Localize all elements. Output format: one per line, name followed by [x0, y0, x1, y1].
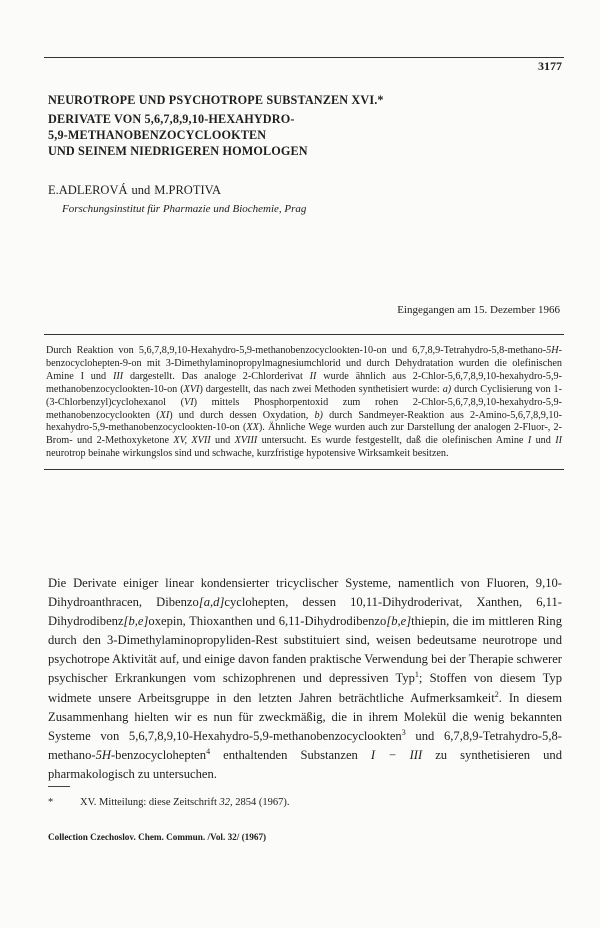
introduction-paragraph: Die Derivate einiger linear kondensierter tricyclischer Systeme, namentlich von Fluoren, 9,10-Dihydroanthracen, Dibenzo[a,d]cyclohepten, dessen 10,11-Dihydroderivat, Xanthen, 6,11-Dihydrodibenz[b,e]oxepin, Thioxanthen und 6,11-Dihydrodibenzo[b,e]thiepin, die im mittleren Ring durch den 3-Dimethylaminopropyliden-Rest substituiert sind, weisen bedeutsame neurotrope und psychotrope Aktivität auf, und einige davon fanden praktische Verwendung bei der Therapie schwerer psychischer Erkrankungen vom schizophrenen und depressiven Typ$^1$; Stoffen von diesem Typ widmete unsere Arbeitsgruppe in den letzten Jahren beträchtliche Aufmerksamkeit$^2$. In diesem Zusammenhang hielten wir es nun für zweckmäßig, die in ihrem Molekül die wenig bekannten Systeme von 5,6,7,8,9,10-Hexahydro-5,9-methanobenzocyclookten$^3$ und 6,7,8,9-Tetrahydro-5,8-methano-5H-benzocyclohepten$^4$ enthaltenden Substanzen I − III zu synthetisieren und pharmakologisch zu untersuchen. [48, 576, 563, 781]
citation-4: 4 [206, 746, 211, 756]
title-line-2: 5,9-METHANOBENZOCYCLOOKTEN [48, 128, 267, 142]
journal-reference: Collection Czechoslov. Chem. Commun. /Vol. 32/ (1967) [48, 832, 267, 842]
series-title: NEUROTROPE UND PSYCHOTROPE SUBSTANZEN XVI.* [48, 93, 384, 107]
citation-3: 3 [401, 727, 406, 737]
header-rule [44, 57, 564, 58]
authors [48, 183, 221, 198]
title-line-3: UND SEINEM NIEDRIGEREN HOMOLOGEN [48, 144, 308, 158]
footnote-mark: * [48, 797, 54, 808]
author-1: E.ADLEROVÁ [48, 183, 128, 197]
abstract-text: Durch Reaktion von 5,6,7,8,9,10-Hexahydro-5,9-methanobenzocyclookten-10-on und 6,7,8,9-Tetrahydro-5,8-methano-5H-benzocyclohepten-9-on mit 3-Dimethylaminopropylmagnesiumchlorid und durch Dehydratation wurden die olefinischen Amine I und III dargestellt. Das analoge 2-Chlorderivat II wurde ähnlich aus 2-Chlor-5,6,7,8,9,10-hexahydro-5,9-methanobenzocyclookten-10-on (XVI) dargestellt, das nach zwei Methoden synthetisiert wurde: a) durch Cyclisierung von 1-(3-Chlorbenzyl)cyclohexanol (VI) mittels Phosphorpentoxid zum rohen 2-Chlor-5,6,7,8,9,10-hexahydro-5,9-methanobenzocyclookten (XI) und durch dessen Oxydation, b) durch Sandmeyer-Reaktion aus 2-Amino-5,6,7,8,9,10-hexahydro-5,9-methanobenzocyclookten-10-on (XX). Ähnliche Wege wurden auch zur Darstellung der analogen 2-Fluor-, 2-Brom- und 2-Methoxyketone XV, XVII und XVIII untersucht. Es wurde festgestellt, daß die olefinischen Amine I und II neurotrop beinahe wirkungslos sind und schwache, kurzfristige hypotensive Wirksamkeit besitzen. [46, 345, 563, 460]
author-2: M.PROTIVA [154, 183, 222, 197]
title-line-1: DERIVATE VON 5,6,7,8,9,10-HEXAHYDRO- [48, 112, 295, 126]
abstract [44, 334, 564, 470]
received-date: Eingegangen am 15. Dezember 1966 [397, 304, 560, 316]
page-number: 3177 [538, 59, 562, 73]
footnote-rule [48, 786, 70, 787]
citation-1: 1 [414, 670, 419, 680]
affiliation: Forschungsinstitut für Pharmazie und Biochemie, Prag [62, 203, 307, 215]
citation-2: 2 [494, 689, 499, 699]
author-conjunction: und [131, 183, 151, 197]
article-title [48, 92, 558, 159]
footnote: * XV. Mitteilung: diese Zeitschrift 32, 2854 (1967). [48, 797, 290, 808]
